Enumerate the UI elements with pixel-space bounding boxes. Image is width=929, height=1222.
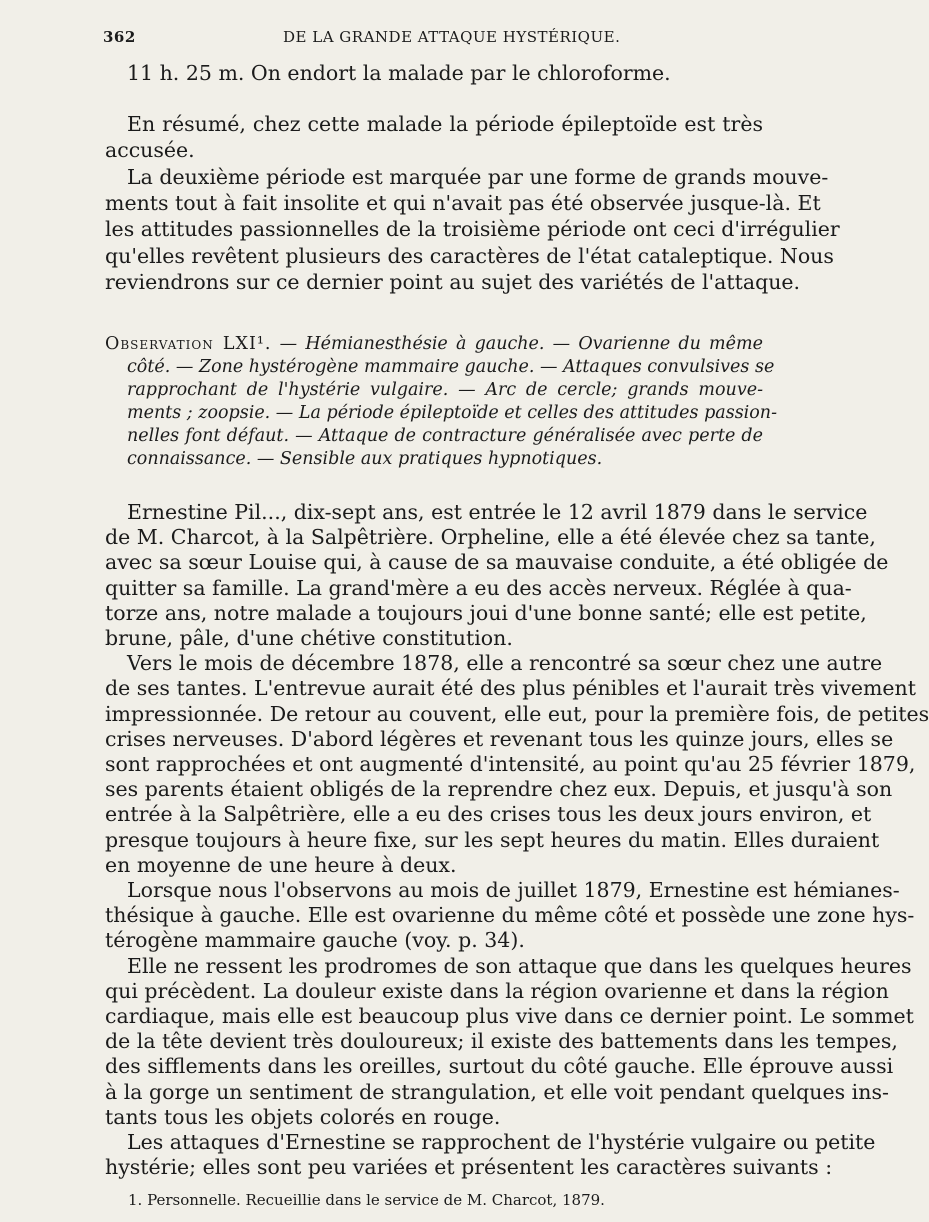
text-line: à la gorge un sentiment de strangulation, et elle voit pendant quelques ins- xyxy=(105,1079,889,1104)
observation-line: rapprochant de l'hystérie vulgaire. — Arc de cercle; grands mouve- xyxy=(127,380,763,400)
text-line: Elle ne ressent les prodromes de son attaque que dans les quelques heures xyxy=(127,953,912,978)
text-line: quitter sa famille. La grand'mère a eu des accès nerveux. Réglée à qua- xyxy=(105,575,852,600)
observation-line: connaissance. — Sensible aux pratiques hypnotiques. xyxy=(127,449,603,469)
text-line: La deuxième période est marquée par une forme de grands mouve- xyxy=(127,165,829,189)
text-line: torze ans, notre malade a toujours joui d'une bonne santé; elle est petite, xyxy=(105,600,867,625)
text-line: qu'elles revêtent plusieurs des caractères de l'état cataleptique. Nous xyxy=(105,244,834,268)
text-line: de ses tantes. L'entrevue aurait été des plus pénibles et l'aurait très vivement xyxy=(105,676,916,701)
observation-line: — Hémianesthésie à gauche. — Ovarienne du même xyxy=(279,334,763,354)
text-line: sont rapprochées et ont augmenté d'intensité, au point qu'au 25 février 1879, xyxy=(105,752,916,776)
text-line: En résumé, chez cette malade la période épileptoïde est très xyxy=(127,112,763,136)
observation-line: côté. — Zone hystérogène mammaire gauche. — Attaques convulsives se xyxy=(127,357,775,377)
observation-line: ments ; zoopsie. — La période épileptoïde et celles des attitudes passion- xyxy=(127,403,777,423)
text-line: les attitudes passionnelles de la troisième période ont ceci d'irrégulier xyxy=(105,217,840,241)
text-line: crises nerveuses. D'abord légères et revenant tous les quinze jours, elles se xyxy=(105,726,894,751)
text-line: qui précèdent. La douleur existe dans la région ovarienne et dans la région xyxy=(105,978,889,1003)
footnote: 1. Personnelle. Recueillie dans le service de M. Charcot, 1879. xyxy=(128,1191,605,1210)
text-line: de M. Charcot, à la Salpêtrière. Orpheline, elle a été élevée chez sa tante, xyxy=(105,525,876,550)
text-line: presque toujours à heure fixe, sur les sept heures du matin. Elles duraient xyxy=(105,827,880,852)
text-line: ses parents étaient obligés de la reprendre chez eux. Depuis, et jusqu'à son xyxy=(105,777,893,802)
observation-line: nelles font défaut. — Attaque de contracture généralisée avec perte de xyxy=(127,426,763,446)
running-header xyxy=(103,28,763,52)
observation-label: Observation LXI¹. xyxy=(105,334,272,354)
text-line: reviendrons sur ce dernier point au sujet des variétés de l'attaque. xyxy=(105,270,801,294)
text-line: de la tête devient très douloureux; il existe des battements dans les tempes, xyxy=(105,1029,898,1054)
text-line: impressionnée. De retour au couvent, elle eut, pour la première fois, de petites xyxy=(105,701,929,726)
text-line: brune, pâle, d'une chétive constitution. xyxy=(105,626,513,650)
text-line: tants tous les objets colorés en rouge. xyxy=(105,1104,501,1129)
text-line: Les attaques d'Ernestine se rapprochent de l'hystérie vulgaire ou petite xyxy=(127,1130,876,1154)
text-line: thésique à gauche. Elle est ovarienne du même côté et possède une zone hys- xyxy=(105,903,915,928)
text-line: en moyenne de une heure à deux. xyxy=(105,852,457,877)
page-number: 362 xyxy=(103,28,136,46)
text-line: 11 h. 25 m. On endort la malade par le chloroforme. xyxy=(127,61,671,85)
text-line: térogène mammaire gauche (voy. p. 34). xyxy=(105,928,525,953)
text-line: Ernestine Pil..., dix-sept ans, est entrée le 12 avril 1879 dans le service xyxy=(127,500,868,524)
text-line: Lorsque nous l'observons au mois de juillet 1879, Ernestine est hémianes- xyxy=(127,878,900,902)
text-line: ments tout à fait insolite et qui n'avait pas été observée jusque-là. Et xyxy=(105,191,821,215)
text-line: entrée à la Salpêtrière, elle a eu des crises tous les deux jours environ, et xyxy=(105,802,872,827)
text-line: accusée. xyxy=(105,138,195,162)
text-line: des sifflements dans les oreilles, surtout du côté gauche. Elle éprouve aussi xyxy=(105,1054,894,1079)
text-line: cardiaque, mais elle est beaucoup plus vive dans ce dernier point. Le sommet xyxy=(105,1004,914,1028)
text-line: Vers le mois de décembre 1878, elle a rencontré sa sœur chez une autre xyxy=(127,651,883,676)
running-title: DE LA GRANDE ATTAQUE HYSTÉRIQUE. xyxy=(283,28,621,46)
text-line: hystérie; elles sont peu variées et présentent les caractères suivants : xyxy=(105,1155,833,1180)
text-line: avec sa sœur Louise qui, à cause de sa mauvaise conduite, a été obligée de xyxy=(105,550,889,575)
